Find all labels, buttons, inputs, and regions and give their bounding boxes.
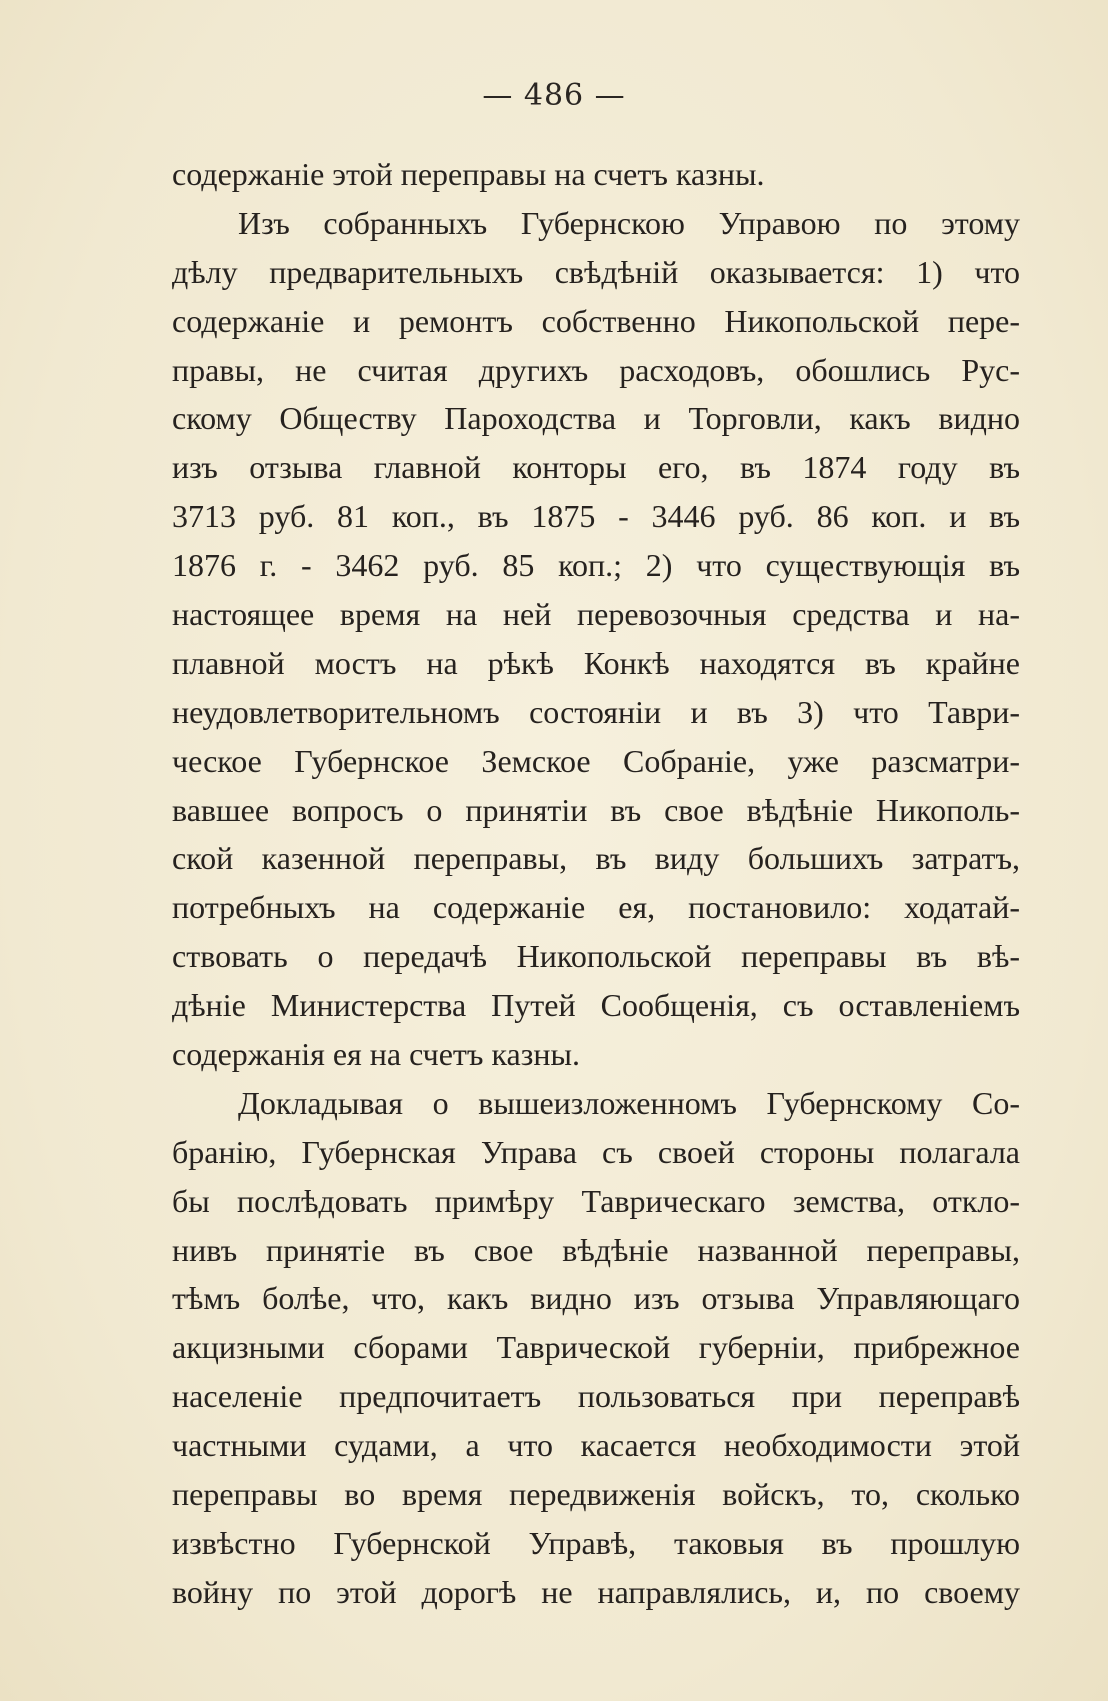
text-line: потребныхъ на содержаніе ея, постановило: ходатай- xyxy=(172,889,1020,926)
text-line: скому Обществу Пароходства и Торговли, какъ видно xyxy=(172,400,1020,437)
text-line: ческое Губернское Земское Собраніе, уже разсматри- xyxy=(172,742,1020,779)
text-line: переправы во время передвиженія войскъ, то, сколько xyxy=(172,1476,1020,1513)
text-line: тѣмъ болѣе, что, какъ видно изъ отзыва Управляющаго xyxy=(172,1280,1020,1317)
text-line: населеніе предпочитаетъ пользоваться при переправѣ xyxy=(172,1378,1020,1415)
text-line: ствовать о передачѣ Никопольской переправы въ вѣ- xyxy=(172,938,1020,975)
text-line: содержаніе этой переправы на счетъ казны. xyxy=(172,156,765,192)
text-line: акцизными сборами Таврической губерніи, прибрежное xyxy=(172,1329,1020,1366)
text-line: 3713 руб. 81 коп., въ 1875 - 3446 руб. 86 коп. и въ xyxy=(172,498,1020,535)
page-number: — 486 — xyxy=(482,78,626,113)
text-line: бранію, Губернская Управа съ своей стороны полагала xyxy=(172,1133,1020,1170)
text-line: нивъ принятіе въ свое вѣдѣніе названной переправы, xyxy=(172,1231,1020,1268)
text-line: дѣлу предварительныхъ свѣдѣній оказывается: 1) что xyxy=(172,253,1020,290)
text-line: 1876 г. - 3462 руб. 85 коп.; 2) что существующія въ xyxy=(172,547,1020,584)
text-line: содержаніе и ремонтъ собственно Никопольской пере- xyxy=(172,302,1020,339)
text-line: плавной мостъ на рѣкѣ Конкѣ находятся въ крайне xyxy=(172,644,1020,681)
text-line: вавшее вопросъ о принятіи въ свое вѣдѣніе Никополь- xyxy=(172,791,1020,828)
text-line: извѣстно Губернской Управѣ, таковыя въ прошлую xyxy=(172,1524,1020,1561)
text-line: Изъ собранныхъ Губернскою Управою по этому xyxy=(238,204,1020,241)
text-line: ской казенной переправы, въ виду большихъ затратъ, xyxy=(172,840,1020,877)
text-line: Докладывая о вышеизложенномъ Губернскому Со- xyxy=(238,1084,1020,1121)
text-line: частными судами, а что касается необходимости этой xyxy=(172,1427,1020,1464)
text-line: бы послѣдовать примѣру Таврическаго земства, откло- xyxy=(172,1182,1020,1219)
text-line: дѣніе Министерства Путей Сообщенія, съ оставленіемъ xyxy=(172,987,1020,1024)
body-text xyxy=(172,150,1020,1617)
text-line: настоящее время на ней перевозочныя средства и на- xyxy=(172,596,1020,633)
text-line: неудовлетворительномъ состояніи и въ 3) что Таври- xyxy=(172,693,1020,730)
text-line: войну по этой дорогѣ не направлялись, и, по своему xyxy=(172,1573,1020,1610)
text-line: изъ отзыва главной конторы его, въ 1874 году въ xyxy=(172,449,1020,486)
text-line: содержанія ея на счетъ казны. xyxy=(172,1036,580,1073)
text-line: правы, не считая другихъ расходовъ, обошлись Рус- xyxy=(172,351,1020,388)
